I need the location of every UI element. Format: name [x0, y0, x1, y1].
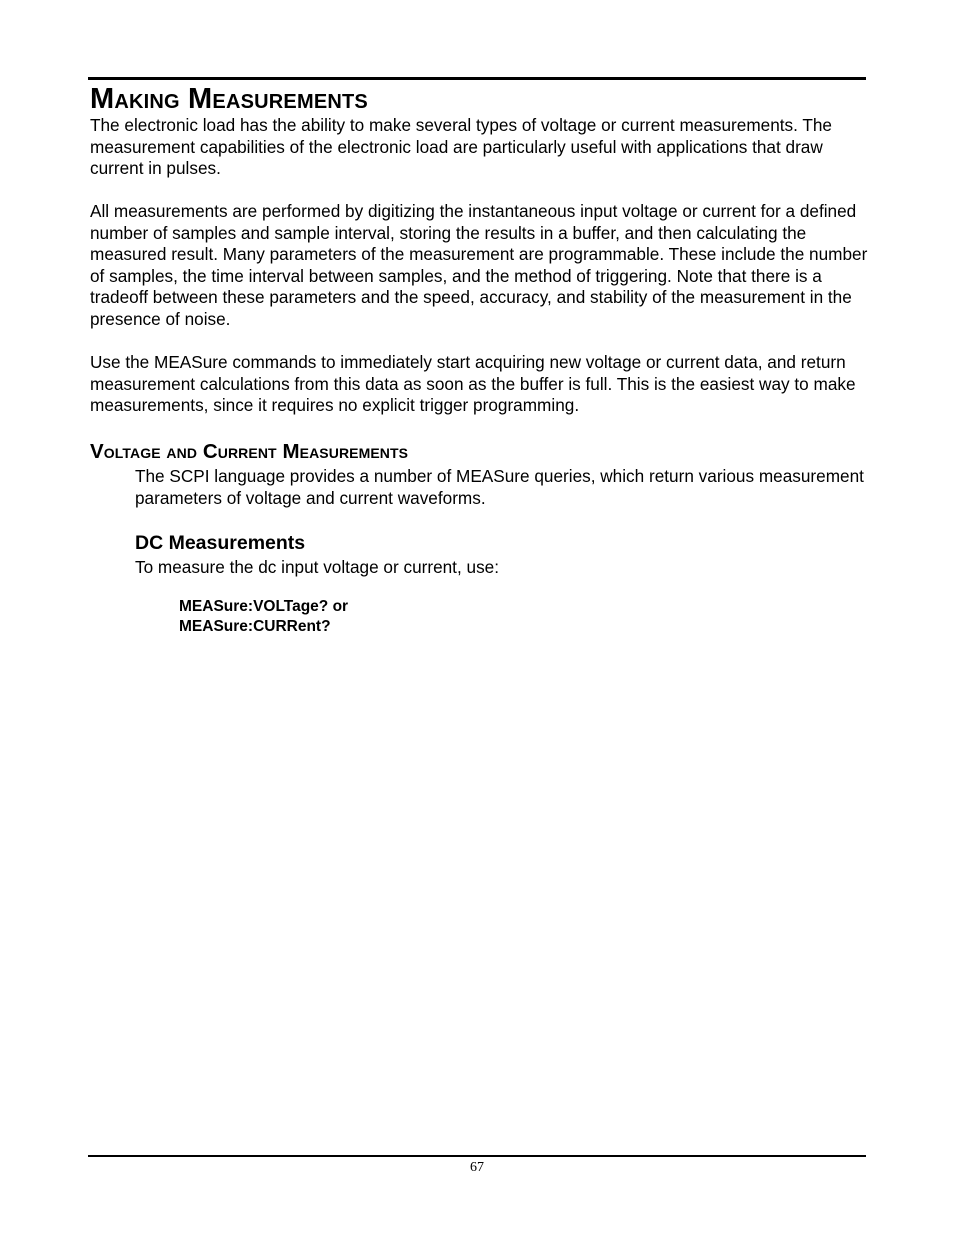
- dc-measurements-heading: DC Measurements: [135, 532, 306, 554]
- command-measure-voltage: MEASure:VOLTage? or: [179, 598, 349, 615]
- section-title: Making Measurements: [90, 83, 368, 115]
- subsection-paragraph: The SCPI language provides a number of MEASure queries, which return various measurement parameters of voltage and current waveforms.: [135, 466, 864, 508]
- dc-intro: To measure the dc input voltage or current, use:: [135, 557, 499, 577]
- paragraph-measure-commands: Use the MEASure commands to immediately start acquiring new voltage or current data, and return measurement calculations from this data as soon as the buffer is full. This is the easiest way to make measurements, since it requires no explicit trigger programming.: [90, 352, 856, 415]
- command-measure-current: MEASure:CURRent?: [179, 618, 331, 635]
- paragraph-intro: The electronic load has the ability to make several types of voltage or current measurements. The measurement capabilities of the electronic load are particularly useful with applications that draw current in pulses.: [90, 115, 832, 178]
- subsection-title: Voltage and Current Measurements: [90, 440, 409, 463]
- top-rule: [88, 77, 866, 80]
- bottom-rule: [88, 1155, 866, 1157]
- page-number: 67: [470, 1160, 484, 1175]
- paragraph-digitizing: All measurements are performed by digitizing the instantaneous input voltage or current for a defined number of samples and sample interval, storing the results in a buffer, and then calculating the measured result. Many parameters of the measurement are programmable. These include the number of samples, the time interval between samples, and the method of triggering. Note that there is a tradeoff between these parameters and the speed, accuracy, and stability of the measurement in the presence of noise.: [90, 201, 868, 329]
